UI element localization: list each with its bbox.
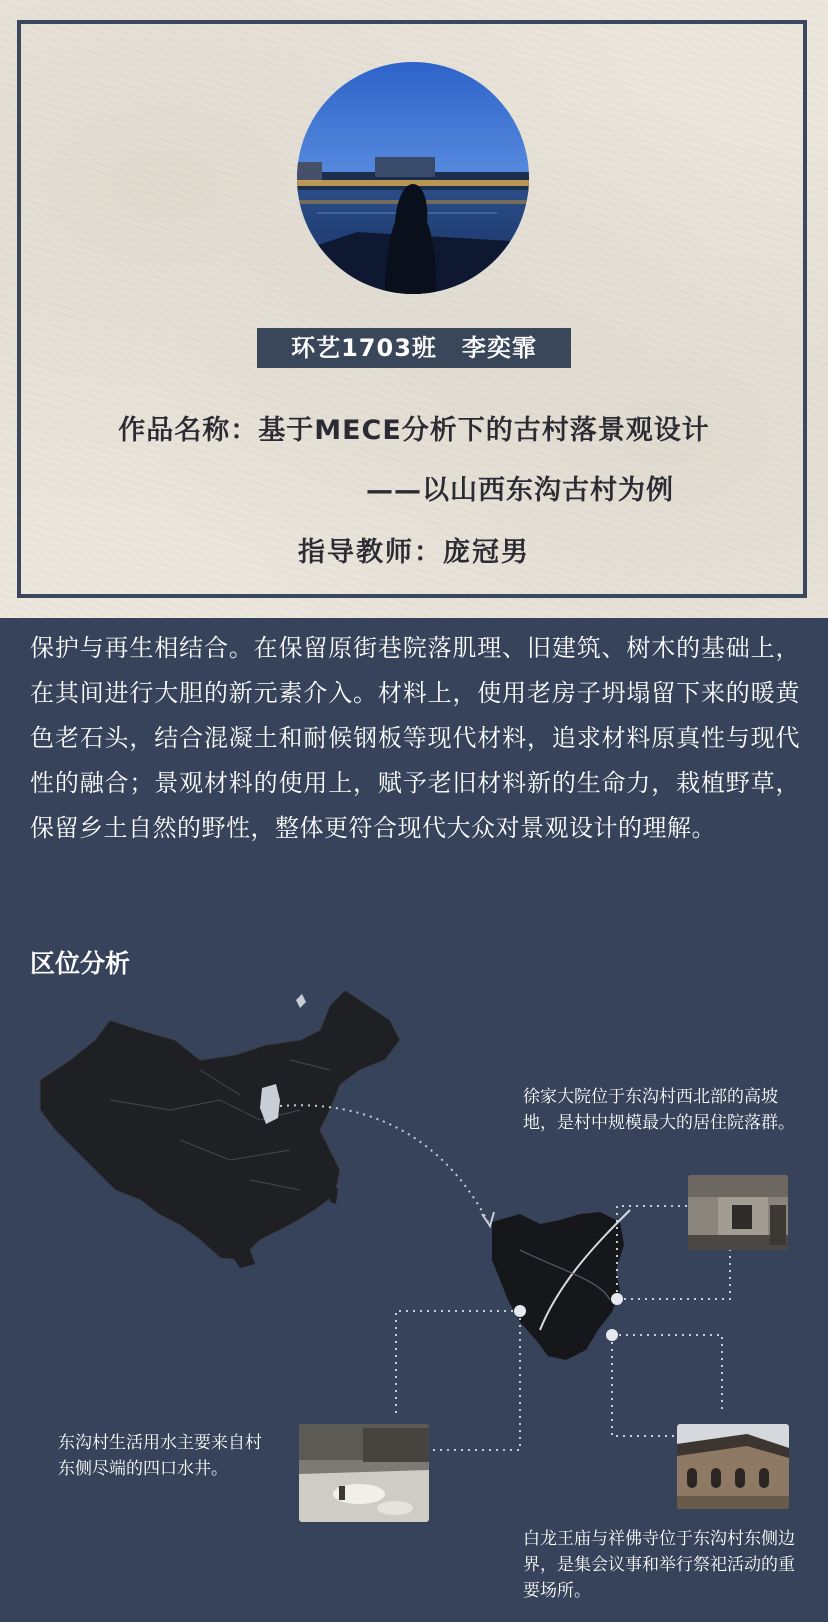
- design-description: 保护与再生相结合。在保留原街巷院落肌理、旧建筑、树木的基础上，在其间进行大胆的新元素介入。材料上，使用老房子坍塌留下来的暖黄色老石头，结合混凝土和耐候钢板等现代材料，追求材料原真性与现代性的融合；景观材料的使用上，赋予老旧材料新的生命力，栽植野草，保留乡土自然的野性，整体更符合现代大众对景观设计的理解。: [30, 634, 800, 842]
- callout-temples: 白龙王庙与祥佛寺位于东沟村东侧边界，是集会议事和举行祭祀活动的重要场所。: [523, 1529, 795, 1601]
- name-badge: 环艺1703班 李奕霏: [257, 328, 571, 368]
- china-map: [40, 990, 400, 1268]
- callout-water-well: 东沟村生活用水主要来自村东侧尽端的四口水井。: [58, 1433, 262, 1479]
- photo-xu-courtyard: [688, 1175, 788, 1250]
- work-subtitle: ——以山西东沟古村为例: [366, 475, 674, 506]
- teacher-line: 指导教师：庞冠男: [298, 537, 530, 568]
- section-title-location: 区位分析: [30, 949, 131, 978]
- photo-temples: [677, 1424, 789, 1509]
- photo-water-well: [299, 1424, 429, 1522]
- work-title: 作品名称：基于MECE分析下的古村落景观设计: [118, 415, 710, 446]
- callout-xu-courtyard: 徐家大院位于东沟村西北部的高坡地，是村中规模最大的居住院落群。: [523, 1087, 795, 1133]
